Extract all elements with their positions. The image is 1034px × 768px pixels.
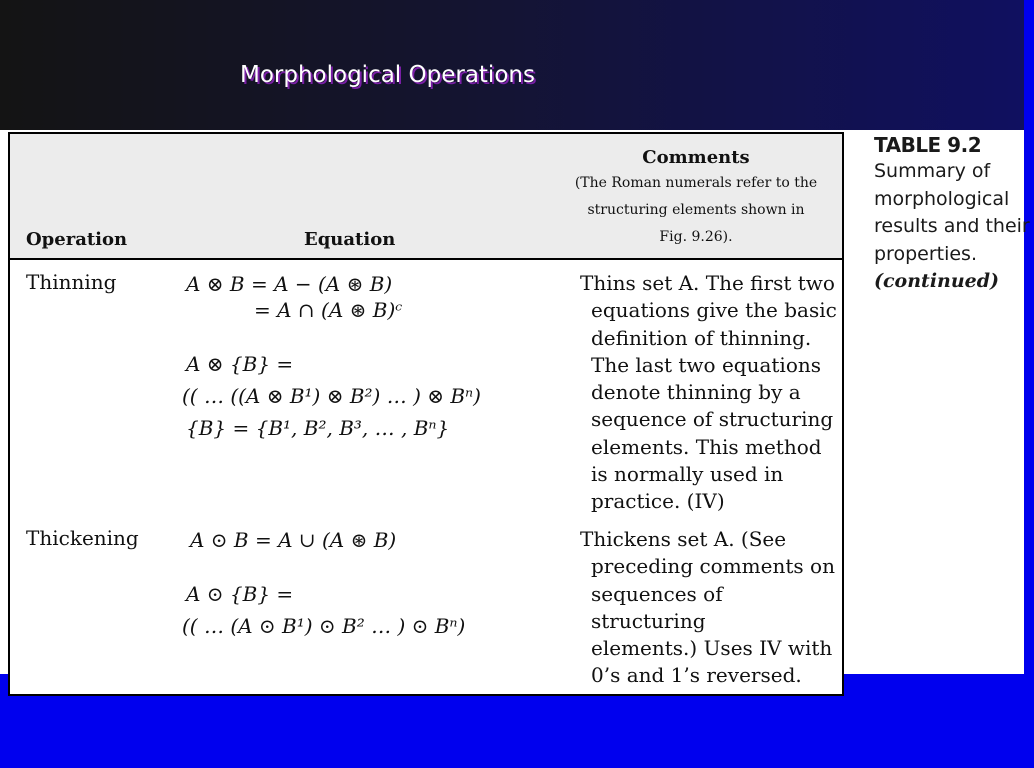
equation-line: (( … (A ⊙ B¹) ⊙ B² … ) ⊙ Bⁿ): [182, 614, 466, 638]
caption-line: properties.: [874, 242, 977, 265]
equation-line: {B} = {B¹, B², B³, … , Bⁿ}: [186, 416, 450, 440]
comment-line: equations give the basic: [591, 298, 837, 323]
comment-line: sequences of structuring: [591, 581, 723, 633]
operation-thickening: Thickening: [26, 526, 139, 550]
slide-title: Morphological Operations: [240, 62, 535, 88]
comment-thinning: [580, 270, 841, 516]
table-figure: [0, 130, 1030, 688]
equation-line: A ⊙ {B} =: [186, 582, 294, 606]
caption-title: TABLE 9.2: [874, 133, 982, 157]
comment-line: 0’s and 1’s reversed.: [591, 663, 802, 688]
equation-line: A ⊗ {B} =: [186, 352, 294, 376]
caption-line: results and their: [874, 215, 1030, 237]
morphology-table: [8, 132, 844, 696]
equation-line: A ⊙ B = A ∪ (A ⊛ B): [190, 528, 397, 552]
caption-line: morphological: [874, 187, 1010, 210]
column-header-comments: [566, 146, 826, 251]
column-header-equation: Equation: [304, 229, 396, 250]
comment-line: practice. (IV): [591, 489, 725, 514]
comments-note-line: structuring elements shown in: [587, 202, 805, 218]
operation-thinning: Thinning: [26, 270, 117, 294]
caption-line: Summary of: [874, 160, 991, 182]
equation-line: = A ∩ (A ⊛ B)ᶜ: [254, 298, 403, 322]
comment-line: denote thinning by a: [591, 380, 801, 405]
comments-note-line: (The Roman numerals refer to the: [574, 175, 818, 191]
comment-line: definition of thinning.: [591, 325, 812, 350]
slide-header: [0, 0, 1024, 130]
comment-line: Thickens set A. (See: [580, 527, 787, 551]
caption-continued: (continued): [874, 270, 1000, 292]
comment-line: elements.) Uses IV with: [591, 636, 833, 661]
table-header: [10, 134, 842, 260]
comment-line: The last two equations: [591, 352, 822, 377]
comment-line: is normally used in: [591, 462, 784, 487]
comment-line: Thins set A. The first two: [580, 271, 835, 295]
comments-note-line: Fig. 9.26).: [659, 229, 733, 245]
comments-title: Comments: [642, 147, 750, 168]
column-header-operation: Operation: [26, 229, 128, 250]
table-caption: [874, 130, 1034, 295]
comment-line: sequence of structuring: [591, 407, 834, 432]
comment-thickening: [580, 526, 841, 690]
comment-line: elements. This method: [591, 434, 822, 459]
comment-line: preceding comments on: [591, 554, 835, 579]
equation-line: (( … ((A ⊗ B¹) ⊗ B²) … ) ⊗ Bⁿ): [182, 384, 481, 408]
equation-line: A ⊗ B = A − (A ⊛ B): [186, 272, 393, 296]
